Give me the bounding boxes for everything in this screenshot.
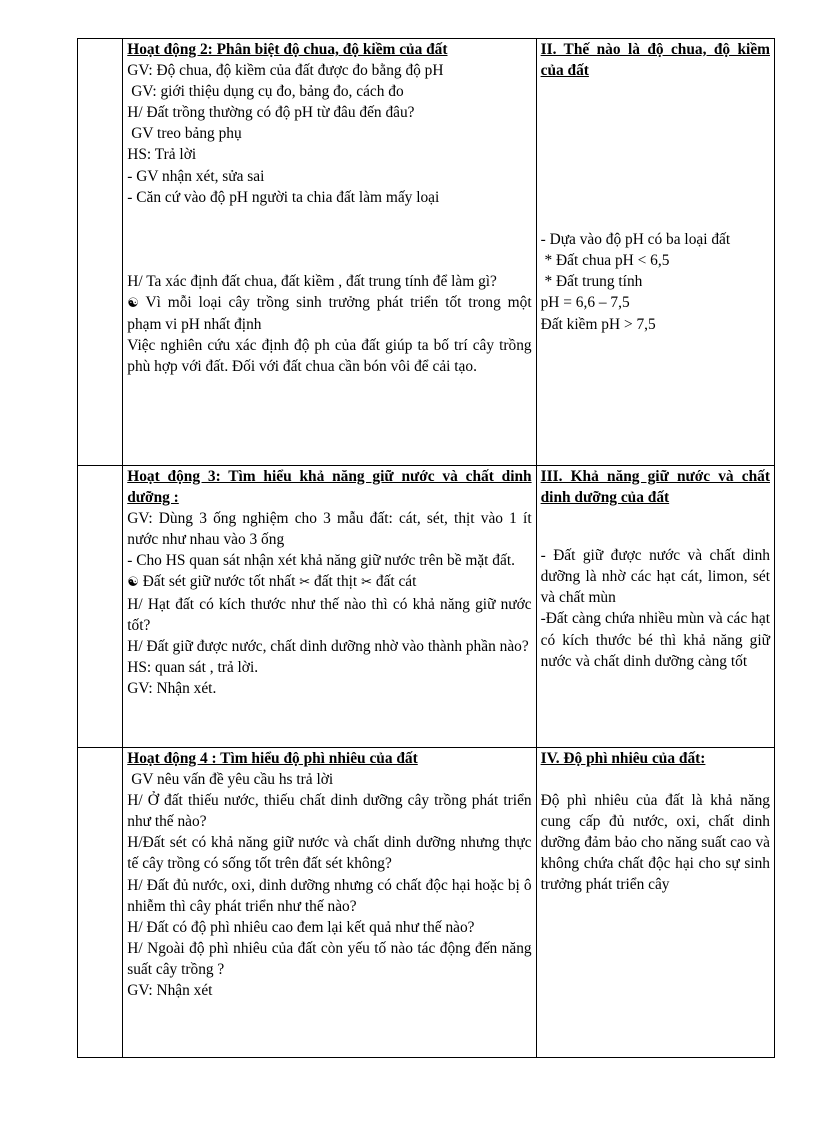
text-line: H/ Ngoài độ phì nhiêu của đất còn yếu tố nào tác động đến năng suất cây trồng ? bbox=[127, 939, 532, 978]
text-line: H/ Ở đất thiếu nước, thiếu chất dinh dưỡng cây trồng phát triển như thế nào? bbox=[127, 792, 532, 831]
arrow-bullet-icon: ☯ bbox=[127, 575, 139, 591]
spacer bbox=[541, 508, 770, 545]
text-line: - Căn cứ vào độ pH người ta chia đất làm mấy loại bbox=[127, 188, 440, 206]
text-line: HS: Trả lời bbox=[127, 146, 197, 164]
table-row bbox=[78, 466, 775, 748]
text-line: H/ Đất trồng thường có độ pH từ đâu đến đâu? bbox=[127, 104, 415, 122]
text-line: * Đất trung tính bbox=[540, 273, 643, 291]
answer-line: ☯ Đất sét giữ nước tốt nhất ✂ đất thịt ✂ đất cát bbox=[127, 573, 417, 591]
text-line: H/ Đất giữ được nước, chất dinh dưỡng nhờ vào thành phần nào? bbox=[127, 637, 529, 655]
activity-cell bbox=[123, 748, 536, 1058]
spacer bbox=[541, 81, 770, 229]
text-line: GV: Nhận xét bbox=[127, 982, 213, 1000]
text-line: Độ phì nhiêu của đất là khả năng cung cấp đủ nước, oxi, chất dinh dưỡng đảm bảo cho năng suất cao và không chứa chất độc hại cho sự sinh trưởng phát triển cây bbox=[540, 792, 770, 894]
text-line: - GV nhận xét, sửa sai bbox=[127, 167, 265, 185]
text-line: Đất kiềm pH > 7,5 bbox=[540, 315, 656, 333]
text-line: HS: quan sát , trả lời. bbox=[127, 658, 259, 676]
text-line: - Cho HS quan sát nhận xét khả năng giữ nước trên bề mặt đất. bbox=[127, 552, 515, 570]
activity-cell bbox=[123, 39, 536, 466]
text-line: * Đất chua pH < 6,5 bbox=[540, 252, 670, 270]
section-heading: IV. Độ phì nhiêu của đất: bbox=[540, 750, 706, 767]
section-heading: III. Khả năng giữ nước và chất dinh dưỡng của đất bbox=[540, 468, 770, 507]
spacer bbox=[127, 208, 531, 271]
text-line: H/ Ta xác định đất chua, đất kiềm , đất trung tính để làm gì? bbox=[127, 272, 497, 290]
text-line: H/ Đất đủ nước, oxi, dinh dưỡng nhưng có chất độc hại hoặc bị ô nhiễm thì cây phát triển như thế nào? bbox=[127, 876, 532, 915]
scissors-icon: ✂ bbox=[361, 575, 372, 591]
time-cell bbox=[78, 39, 123, 466]
table-row bbox=[78, 39, 775, 466]
text-line: GV: Nhận xét. bbox=[127, 679, 217, 697]
text-line: -Đất càng chứa nhiều mùn và các hạt có kích thước bé thì khả năng giữ nước và chất dinh dưỡng càng tốt bbox=[540, 610, 770, 670]
text-line: - Dựa vào độ pH có ba loại đất bbox=[540, 231, 731, 249]
activity-heading: Hoạt động 3: Tìm hiểu khả năng giữ nước và chất dinh dưỡng : bbox=[127, 468, 532, 507]
text-line: GV: Dùng 3 ống nghiệm cho 3 mẫu đất: cát, sét, thịt vào 1 ít nước như nhau vào 3 ống bbox=[127, 510, 532, 549]
text-line: GV treo bảng phụ bbox=[131, 125, 242, 143]
activity-cell bbox=[123, 466, 536, 748]
text-line: GV nêu vấn đề yêu cầu hs trả lời bbox=[131, 771, 334, 789]
lesson-table bbox=[77, 38, 775, 1058]
text-line: GV: giới thiệu dụng cụ đo, bảng đo, cách đo bbox=[131, 83, 404, 101]
activity-heading: Hoạt động 2: Phân biệt độ chua, độ kiềm của đất bbox=[127, 41, 448, 58]
text-line: H/Đất sét có khả năng giữ nước và chất dinh dưỡng nhưng thực tế cây trồng có sống tốt trên đất sét không? bbox=[127, 834, 532, 873]
answer-line: ☯ Vì mỗi loại cây trồng sinh trưởng phát triển tốt trong một phạm vi pH nhất định bbox=[127, 293, 532, 333]
time-cell bbox=[78, 748, 123, 1058]
text-line: H/ Đất có độ phì nhiêu cao đem lại kết quả như thế nào? bbox=[127, 918, 475, 936]
text-line: GV: Độ chua, độ kiềm của đất được đo bằng độ pH bbox=[127, 62, 444, 80]
text-line: - Đất giữ được nước và chất dinh dưỡng là nhờ các hạt cát, limon, sét và chất mùn bbox=[540, 547, 770, 607]
section-heading: II. Thế nào là độ chua, độ kiềm của đất bbox=[540, 41, 770, 80]
activity-heading: Hoạt động 4 : Tìm hiểu độ phì nhiêu của đất bbox=[127, 750, 418, 767]
table-row bbox=[78, 748, 775, 1058]
content-cell bbox=[536, 466, 774, 748]
scissors-icon: ✂ bbox=[299, 575, 311, 591]
spacer bbox=[541, 769, 770, 790]
text-line: H/ Hạt đất có kích thước như thế nào thì có khả năng giữ nước tốt? bbox=[127, 595, 532, 634]
content-cell bbox=[536, 748, 774, 1058]
time-cell bbox=[78, 466, 123, 748]
content-cell bbox=[536, 39, 774, 466]
text-line: pH = 6,6 – 7,5 bbox=[540, 294, 630, 312]
arrow-bullet-icon: ☯ bbox=[127, 295, 139, 311]
text-line: Việc nghiên cứu xác định độ ph của đất giúp ta bố trí cây trồng phù hợp với đất. Đối với đất chua cần bón vôi để cải tạo. bbox=[127, 337, 532, 376]
